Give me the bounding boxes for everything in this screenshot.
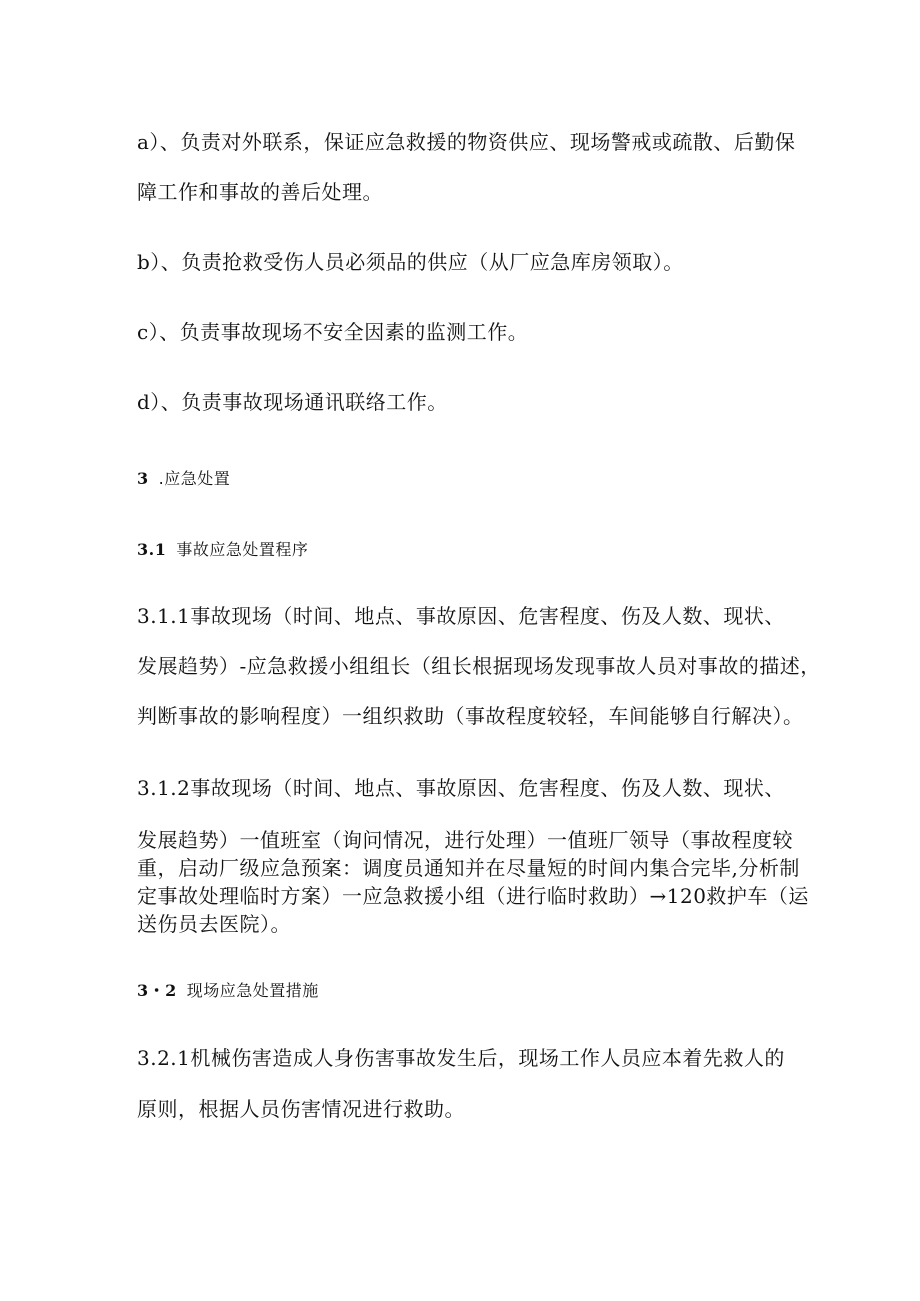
section-3-number: 3 <box>137 469 149 488</box>
section-3-2-title: 现场应急处置措施 <box>186 981 319 1000</box>
paragraph-3-1-1-line-1: 3.1.1事故现场（时间、地点、事故原因、危害程度、伤及人数、现状、 <box>137 604 785 628</box>
paragraph-3-1-2-line-2: 发展趋势）一值班室（询问情况，进行处理）一值班厂领导（事故程度较 <box>137 828 793 852</box>
section-3-heading <box>137 469 230 489</box>
paragraph-a-line-1: a）、负责对外联系，保证应急救援的物资供应、现场警戒或疏散、后勤保 <box>137 130 796 154</box>
paragraph-3-1-1-line-2: 发展趋势）-应急救援小组组长（组长根据现场发现事故人员对事故的描述， <box>137 654 821 678</box>
section-3-1-heading <box>137 540 308 560</box>
section-3-2-heading <box>137 981 319 1001</box>
paragraph-d: d）、负责事故现场通讯联络工作。 <box>137 390 448 414</box>
section-3-2-number: 3・2 <box>137 981 177 1000</box>
paragraph-3-1-2-line-1: 3.1.2事故现场（时间、地点、事故原因、危害程度、伤及人数、现状、 <box>137 776 785 800</box>
section-3-1-title: 事故应急处置程序 <box>176 540 309 559</box>
paragraph-3-2-1-line-2: 原则，根据人员伤害情况进行救助。 <box>137 1097 465 1121</box>
paragraph-3-1-1-line-3: 判断事故的影响程度）一组织救助（事故程度较轻，车间能够自行解决）。 <box>137 704 804 728</box>
paragraph-3-1-2-line-3: 重，启动厂级应急预案：调度员通知并在尽量短的时间内集合完毕,分析制 <box>137 856 800 880</box>
paragraph-3-1-2-line-4: 定事故处理临时方案）一应急救援小组（进行临时救助）→120救护车（运 <box>137 884 809 908</box>
paragraph-3-2-1-line-1: 3.2.1机械伤害造成人身伤害事故发生后，现场工作人员应本着先救人的 <box>137 1046 785 1070</box>
paragraph-a-line-2: 障工作和事故的善后处理。 <box>137 180 383 204</box>
section-3-title: .应急处置 <box>158 469 231 488</box>
paragraph-b: b）、负责抢救受伤人员必须品的供应（从厂应急库房领取）。 <box>137 250 684 274</box>
paragraph-c: c）、负责事故现场不安全因素的监测工作。 <box>137 320 529 344</box>
paragraph-3-1-2-line-5: 送伤员去医院）。 <box>137 912 291 936</box>
section-3-1-number: 3.1 <box>137 540 167 559</box>
